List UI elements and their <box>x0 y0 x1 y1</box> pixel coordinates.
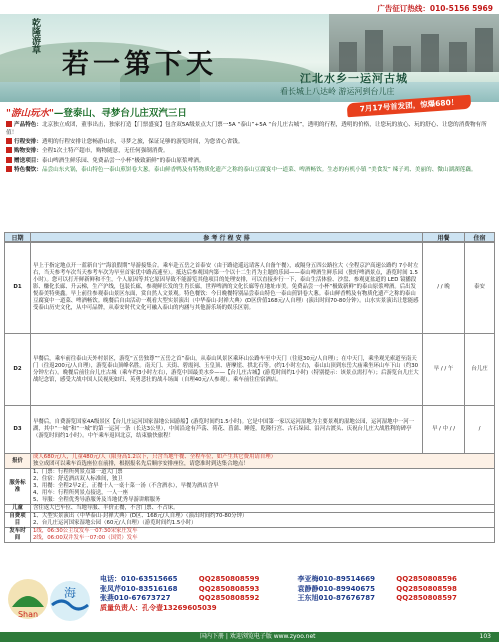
price-cell <box>31 454 495 469</box>
depart-cell <box>31 528 495 543</box>
header-banner <box>0 14 499 102</box>
tour-title-prefix: "游山玩水" <box>6 108 54 119</box>
itinerary-cell: 早餐后，乘车前往泰山天外村景区，游览“五岳独尊”“五岳之首”泰山，从泰山风景区乘环山公路车至中天门（往返30元/人自理）；在中天门，乘坐观光索道至南天门（往返200元/人自理），游览泰山顶峰名胜。南天门、天街、碧霞祠、玉皇顶、唐摩崖、拱北石等。(约1小时左右)，泰山山顶到东岳大庙乘坐环山车下山（约30分钟左右）。晚餐后前往台儿庄古城（乘车约3小时左右），游览中国最美水乡——【台儿庄古城】(游览时间约1小时)（特别提示：该景点需打车）；后游览台儿庄大战纪念馆，感受大战中国人民视死如归、英勇悲壮的战斗场面（自理40元/人参观）。乘车前往住宿酒店。 <box>31 334 423 406</box>
depart-line: 2线，06:00双井发车一07:00（国贸）发车 <box>33 535 138 541</box>
table-row <box>5 406 495 454</box>
feature-item: 购物安排：全程1次土特产超市，购物随意，无任何强制消费。 <box>6 147 493 156</box>
contact-qq: QQ2850808596 <box>396 575 457 583</box>
col-stay: 住宿 <box>465 233 495 243</box>
contact-row <box>100 594 495 604</box>
kids-row <box>5 505 495 513</box>
shan-logo-icon <box>6 577 50 621</box>
itinerary-table <box>4 241 495 543</box>
bullet-icon <box>6 121 12 127</box>
footer-contacts <box>4 575 495 633</box>
feature-item: 特色餐饮：品尝山东火锅，泰山特色一泰山煎饼卷大葱。泰山鲜香鸭及有特物质化遗产之称的泰山豆腐宴中一道菜、啤酒畅饮。生态的有机小镇 “美食发” 辣子鸡、美丽的、微山湖湖莲藕。 <box>6 166 493 175</box>
service-cell <box>31 469 495 505</box>
contact-row <box>100 604 495 614</box>
service-row <box>5 469 495 505</box>
table-row <box>5 242 495 334</box>
contact-row <box>100 575 495 585</box>
contact-qq: QQ2850808592 <box>198 594 260 602</box>
contact-phone: 张燕010-67673727 <box>100 594 171 602</box>
slogan-main: 江北水乡一运河古城 <box>300 72 408 85</box>
day-cell: D2 <box>5 334 31 406</box>
price-label: 报价 <box>5 454 31 469</box>
stay-cell: 台儿庄 <box>465 334 495 406</box>
price-text: 成人680元/人，儿童480元/人（限身高1.2以下，只含当地午餐、全程车位，如产生其它费用请自理） <box>33 454 277 460</box>
selfpay-cell <box>31 513 495 528</box>
bottom-bar <box>0 632 499 642</box>
tour-title <box>6 105 187 119</box>
contact-qq: QQ2850808599 <box>198 575 260 583</box>
col-itinerary: 参 考 行 程 安 排 <box>31 233 423 243</box>
contact-phone: 王东旭010-87676787 <box>297 594 375 602</box>
feature-item: 行程安排：透明的行程安排让您畅游山水，寻梦之旅，保证足够的游览时间，为您省心省钱。 <box>6 138 493 147</box>
service-item: 4、用车：行程所列景点接送，一人一座 <box>33 490 129 496</box>
svg-text:海: 海 <box>63 586 77 600</box>
depart-line: 1线，06:30公主坟发车一07:30宋家庄发车 <box>33 528 138 534</box>
selfpay-label: 自费项目 <box>5 513 31 528</box>
table-row <box>5 334 495 406</box>
contact-phone: 张凤芹010-83516168 <box>100 584 178 593</box>
selfpay-row <box>5 513 495 528</box>
service-label: 服务标准 <box>5 469 31 505</box>
bullet-icon <box>6 157 12 163</box>
depart-label: 发车时间 <box>5 528 31 543</box>
price-note: 独立成团可以乘车首选座位在前排，根据报名先后顺序安排座位，请您准时到达集合地点！ <box>33 461 249 467</box>
features-list <box>6 121 493 175</box>
stay-cell: / <box>465 406 495 454</box>
contact-phone: 李亚梅010-89514669 <box>297 575 375 583</box>
date-badge: 7月17号首发团，惊爆680！ <box>347 95 472 118</box>
selfpay-item: 2、台儿庄运河国家湿地公园（60元/人自理）（游览时间约1.5小时） <box>33 520 197 526</box>
contact-row <box>100 585 495 595</box>
col-meal: 用餐 <box>423 233 465 243</box>
calligraphy-title: 若一第下天 <box>62 49 217 80</box>
feature-item: 产品特色：北京独立成团，董事出击，独家打造【门票盛宴】包含双5A级景点大门票一5A “泰山”+5A “台儿庄古城”，透明的行程，透明的价格，让您玩的放心、玩的舒心、让您的消费物有所值！ <box>6 122 487 136</box>
contact-qq: QQ2850808597 <box>396 594 457 602</box>
itinerary-cell: 早上于指定地点开一蓝新自宁“海浪假期”导游接集合。乘车赴五岳之首泰安（由于路途遥远请客人自备午餐），或隔身五四公路拉大（全程京沪高速公路约 7小时左右，当天参考车次当天参考车次为早至首家优中路高速至）。抵达后参观国内第一个以十二生肖为主题的乐园——泰山啤酒生鲜乐园（独好啤酒景点，游览时间 1.5小时）。您可以打开鲜新鲜和不生，个人原因等其它原因导致不能游览其他项目的处理安排，可以直接步行一下，泰山生活体验、沙盘、参观更盆道的 LED 镜播段影、赚化长廊、升云梯，生产沪线，包装长廊，参观鲜长发的生肖长廊，世界啤酒的文化长廊等在地址市美。免费品尝一小杯“极致新鲜”的泰山原浆啤酒。后出发悦泰美特奥鑫。早上前往参观泰山景区东面，赏自然人文景观。特色餐饮：今日晚餐特别品尝泰山特色一泰山煎饼卷大葱。泰山鲜香鸭及有物质化遗产之称的泰山豆腐宴中一道菜、啤酒畅饮。晚餐后自由活动一观看大型实景演出（中华泰山·封禅大典）(D区价值168元/人自理）(演出时间70-80分钟）。山水实景演出让您能感受泰山历史文化，从中可品牌，从泰安时代文化可融入泰山的内涵与其他游乐场的娱乐区别。 <box>31 242 423 334</box>
service-item: 5、导服：全程优秀导游服务及当地优秀导游讲解服务 <box>33 497 161 503</box>
col-date: 日期 <box>5 233 31 243</box>
day-cell: D3 <box>5 406 31 454</box>
service-item: 1、门票：行程所列景点第一道大门票 <box>33 469 123 475</box>
sea-logo-icon <box>48 579 92 623</box>
selfpay-item: 1、大型实景演出（中华泰山·封禅大典）(D区、168元/人自理）（演出时间约70-80分钟） <box>33 513 248 519</box>
day-cell: D1 <box>5 242 31 334</box>
slogan-sub: 看长城上八达岭 游运河到台儿庄 <box>280 87 395 96</box>
meal-cell: 早 / 中 / / <box>423 406 465 454</box>
stay-cell: 泰安 <box>465 242 495 334</box>
tour-title-rest: —登泰山、寻梦台儿庄双汽三日 <box>53 108 187 119</box>
contact-phone: 袁静静010-89940675 <box>297 584 375 593</box>
svg-text:Shan: Shan <box>17 610 39 619</box>
ad-hotline: 广告征订热线：010-5156 5969 <box>377 4 493 13</box>
depart-row <box>5 528 495 543</box>
bullet-icon <box>6 138 12 144</box>
contact-phone: 电话：010-63515665 <box>100 575 178 583</box>
bottom-text: 国内下册 | 欢迎浏览电子版 www.zyoo.net <box>200 633 316 640</box>
kids-label: 儿童 <box>5 505 31 513</box>
calligraphy-small: 乾隆游草 <box>30 18 40 54</box>
contact-qq: QQ2850808598 <box>396 584 457 593</box>
ancient-town-image <box>329 14 499 72</box>
meal-cell: 早 / / 午 <box>423 334 465 406</box>
contact-list <box>100 575 495 613</box>
bullet-icon <box>6 147 12 153</box>
meal-cell: / / 晚 <box>423 242 465 334</box>
price-row <box>5 454 495 469</box>
service-item: 2、住宿：舒适酒店双人标准间，独卫 <box>33 476 123 482</box>
bullet-icon <box>6 166 12 172</box>
service-item: 3、用餐：全程2早2正，正餐十人一桌十菜一汤（不含酒水），早餐为酒店含早 <box>33 483 219 489</box>
itinerary-cell: 早餐后，自费游览国家4A级景区【台儿庄运河国家湿地公园游船】(游览时间约1.5小时)。它是中国第一家以运河湿地为主要景观的湿地公园，运河湿地中一河一湖，其中“一城”和“一城”的第一运河一条（长达3公里），中间沿途有芦荡、荷花、菖蒲、睡莲，乾隆行宫、古石垛园、沿河古渡头、庆祝台儿庄大战胜利的碑亭（游览时间约1小时）。中午乘车返回北京，结束愉快旅程！ <box>31 406 423 454</box>
feature-item: 赠送项目：泰山啤酒生鲜乐园、免费品尝一小杯“极致新鲜”的泰山原浆啤酒。 <box>6 157 493 166</box>
contact-qq: QQ2850808593 <box>198 584 260 593</box>
kids-text: 含往返大巴车位、当地导服、半价正餐，不含门票、不占床。 <box>31 505 495 513</box>
page-number: 103 <box>479 633 491 640</box>
quality-contact: 质量负责人：孔令壹13269605039 <box>100 603 217 612</box>
